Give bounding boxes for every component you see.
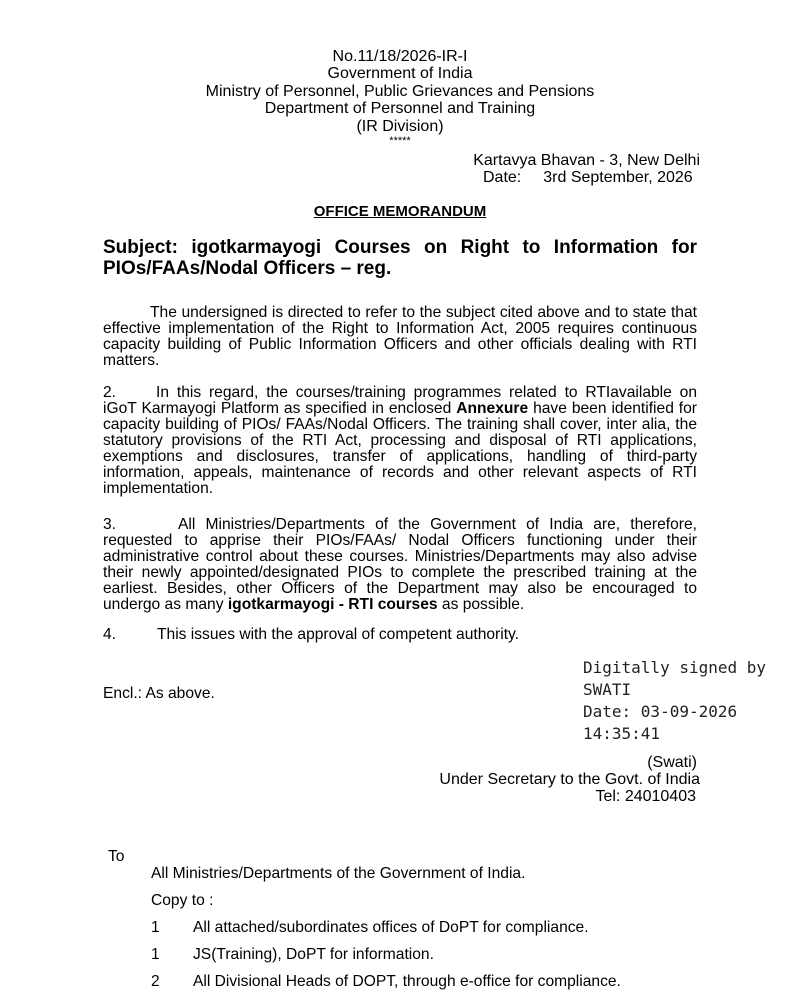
file-number: No.11/18/2026-IR-I — [332, 48, 468, 65]
paragraph-2: 2. In this regard, the courses/training programmes related to RTIavailable on iGoT Karmayogi Platform as specified in enclosed Annexure have been identified for capacity building of PIOs/ FAAs/Nodal Officers. The training shall cover, inter alia, the statutory provisions of the RTI Act, processing and disposal of RTI applications, exemptions and disclosures, transfer of applications, handling of third-party information, appeals, maintenance of records and other relevant aspects of RTI implementation. — [103, 384, 697, 497]
signatory-name: (Swati) — [647, 754, 697, 771]
government-line: Government of India — [327, 65, 473, 82]
paragraph-4: This issues with the approval of competent authority. — [157, 626, 520, 643]
signatory-telephone: Tel: 24010403 — [595, 788, 696, 805]
digital-signature-stamp: Digitally signed by SWATI Date: 03-09-2026 14:35:41 — [583, 658, 767, 743]
separator-stars: ***** — [389, 135, 411, 147]
to-recipients: All Ministries/Departments of the Government of India. — [151, 865, 526, 882]
copy-item: All attached/subordinates offices of DoPT for compliance. — [193, 919, 589, 936]
copy-item-number: 2 — [151, 973, 160, 990]
date-line — [483, 169, 693, 186]
copy-item: JS(Training), DoPT for information. — [193, 946, 434, 963]
annexure-reference: Annexure — [456, 400, 529, 417]
department-line: Department of Personnel and Training — [264, 100, 536, 117]
office-address: Kartavya Bhavan - 3, New Delhi — [473, 152, 700, 169]
signatory-designation: Under Secretary to the Govt. of India — [439, 771, 700, 788]
paragraph-3-number: 3. — [103, 516, 117, 533]
paragraph-3: 3. All Ministries/Departments of the Government of India are, therefore, requested to apprise their PIOs/FAAs/ Nodal Officers functioning under their administrative control about these courses. Ministries/Departments may also advise their newly appointed/designated PIOs to complete the prescribed training at the earliest. Besides, other Officers of the Department may also be encouraged to undergo as many igotkarmayogi - RTI courses as possible. — [103, 516, 697, 613]
paragraph-4-number: 4. — [103, 626, 117, 643]
ministry-line: Ministry of Personnel, Public Grievances and Pensions — [205, 83, 595, 100]
copy-item-number: 1 — [151, 919, 160, 936]
date-label: Date: — [483, 169, 522, 186]
paragraph-1: The undersigned is directed to refer to the subject cited above and to state that effective implementation of the Right to Information Act, 2005 requires continuous capacity building of Public Information Officers and other officials dealing with RTI matters. — [103, 304, 697, 369]
date-value: 3rd September, 2026 — [543, 169, 693, 186]
division-line: (IR Division) — [356, 118, 444, 135]
to-label: To — [108, 848, 125, 865]
paragraph-2-number: 2. — [103, 384, 117, 401]
rti-courses-reference: igotkarmayogi - RTI courses — [227, 596, 438, 613]
copy-item: All Divisional Heads of DOPT, through e-office for compliance. — [193, 973, 621, 990]
memo-title: OFFICE MEMORANDUM — [313, 203, 487, 220]
copy-item-number: 1 — [151, 946, 160, 963]
copy-to-label: Copy to : — [151, 892, 214, 909]
enclosure-note: Encl.: As above. — [103, 685, 215, 702]
subject-line: Subject: igotkarmayogi Courses on Right to Information for PIOs/FAAs/Nodal Officers – reg. — [103, 237, 697, 279]
